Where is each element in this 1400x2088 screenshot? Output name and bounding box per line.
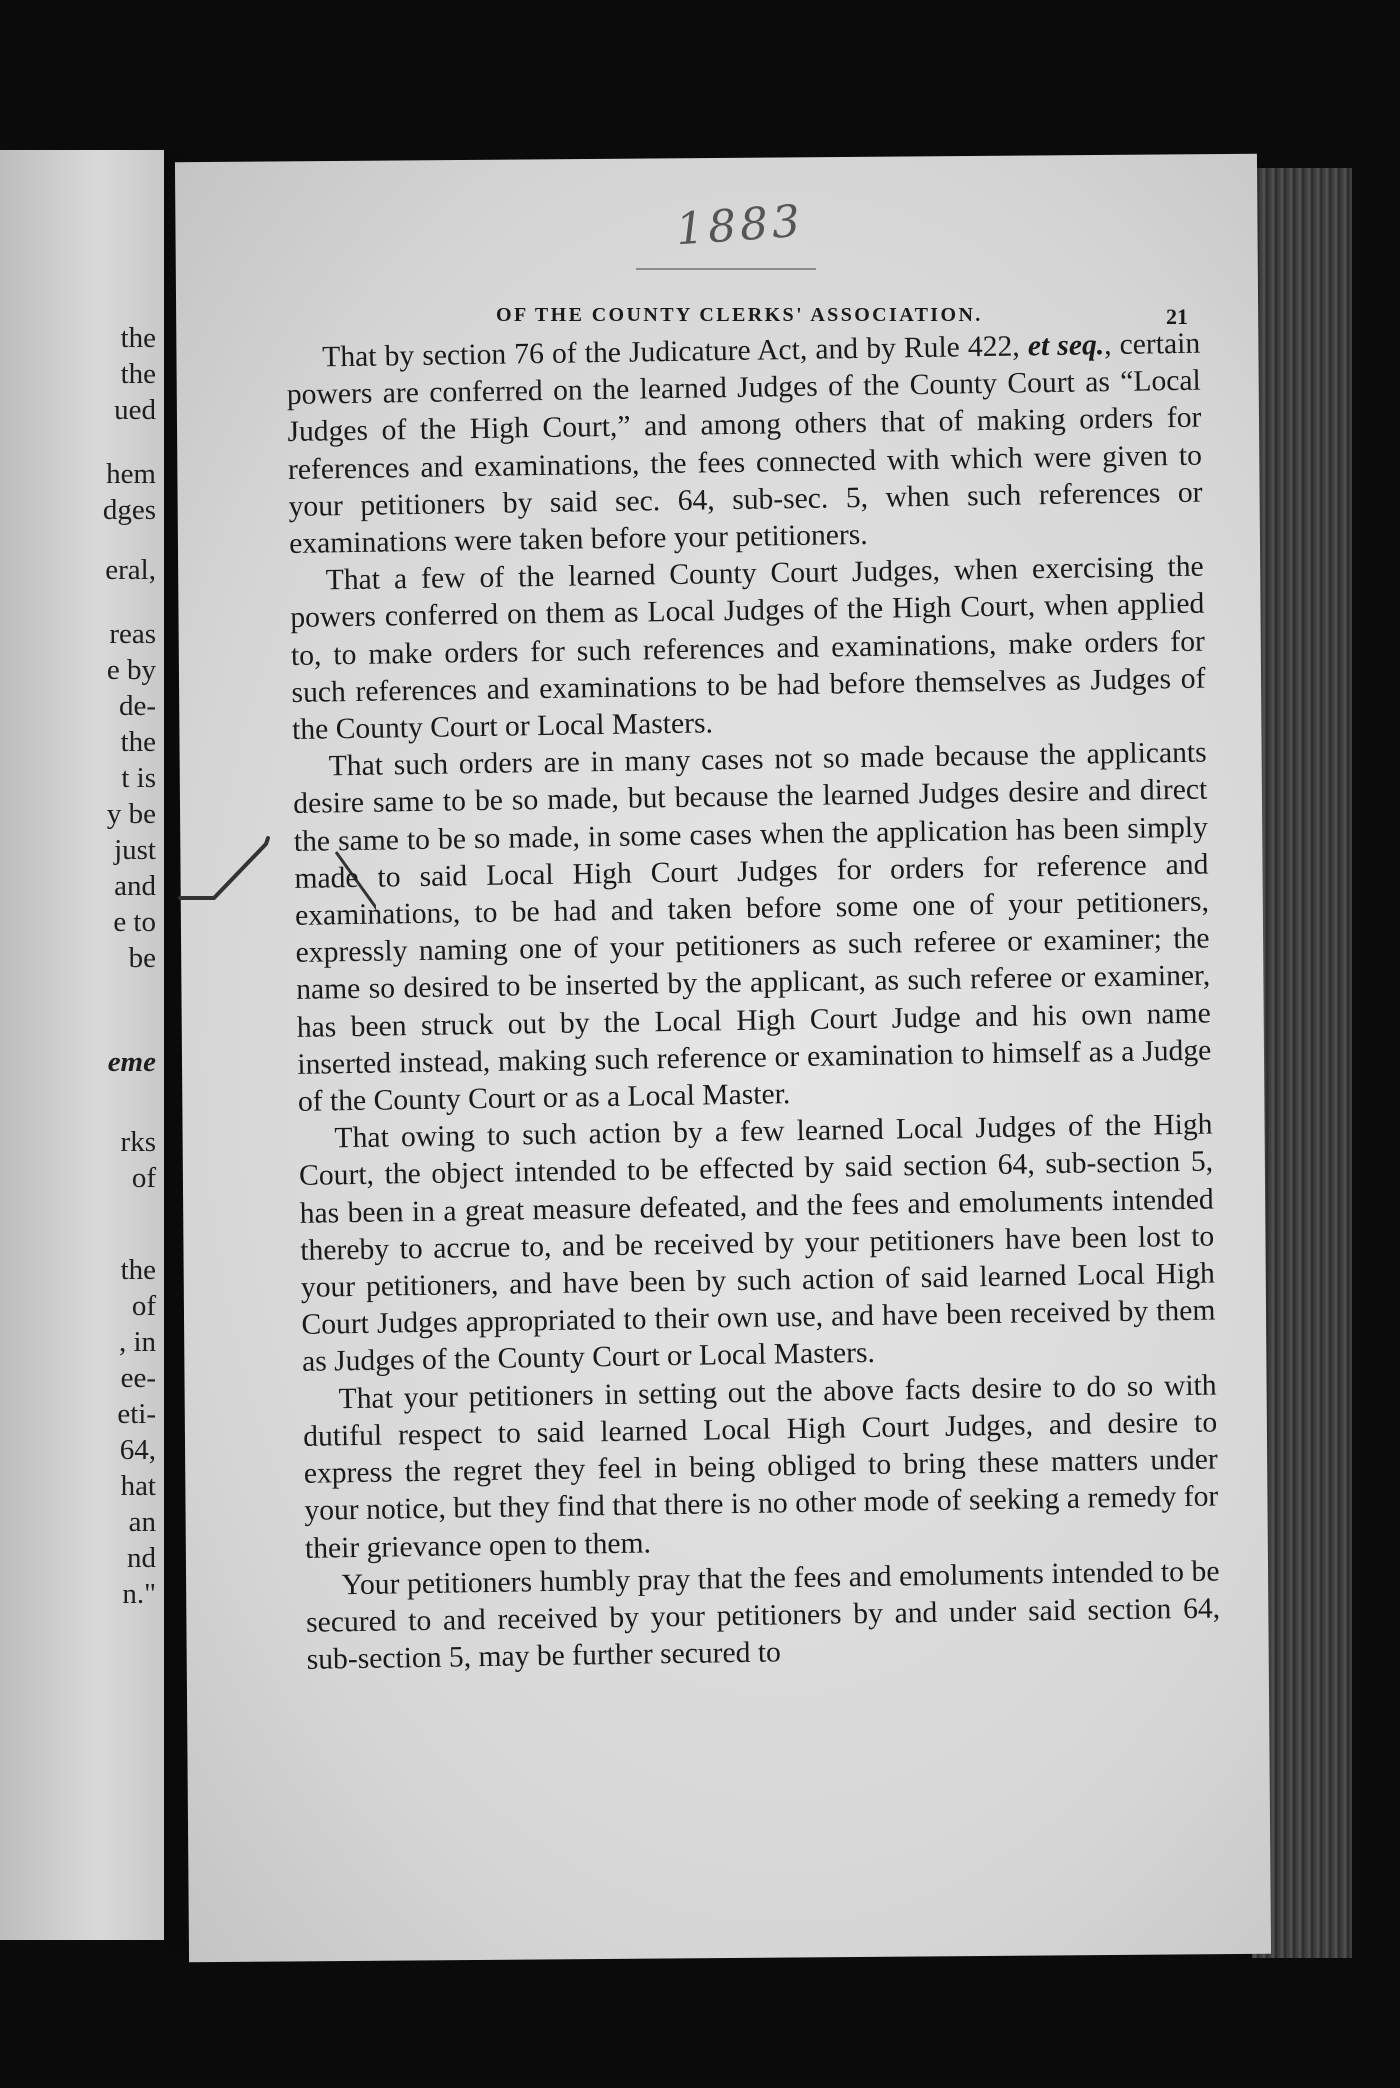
body-text <box>286 326 1221 1680</box>
facing-page-left <box>0 150 164 1940</box>
paragraph-text: That by section 76 of the Judicature Act, and by Rule 422, <box>322 330 1029 374</box>
body-paragraph <box>305 1553 1221 1679</box>
facing-page-fragment: , in <box>118 1326 156 1358</box>
paragraph-text-continued: , certain powers are conferred on the learned Judges of the County Court as “Local Judges of the High Court,” and among others that of making orders for references and examinations, the fees connected with which were given to your petitioners by said sec. 64, sub-sec. 5, when such references or examinations were taken before your petitioners. <box>286 327 1203 560</box>
facing-page-fragment: rks <box>120 1126 156 1158</box>
body-paragraph <box>286 326 1203 564</box>
facing-page-fragment: nd <box>127 1542 156 1574</box>
facing-page-fragment: just <box>114 834 156 866</box>
running-head: OF THE COUNTY CLERKS' ASSOCIATION. <box>496 304 983 326</box>
paragraph-text: That your petitioners in setting out the above facts desire to do so with dutiful respect to said learned Local High Court Judges, and desire to express the regret they feel in being obliged to bring these matters under your notice, but they find that there is no other mode of seeking a remedy for their grievance open to them. <box>302 1369 1219 1565</box>
facing-page-fragment: reas <box>109 618 156 650</box>
facing-page-fragment: the <box>120 1254 156 1286</box>
facing-page-fragment: an <box>128 1506 156 1538</box>
facing-page-fragment: y be <box>106 798 156 830</box>
facing-page-fragment: be <box>128 942 156 974</box>
facing-page-fragment: 64, <box>119 1434 156 1466</box>
facing-page-fragment: n." <box>122 1578 156 1610</box>
facing-page-fragment: eme <box>107 1046 156 1078</box>
page-number: 21 <box>1166 304 1188 329</box>
facing-page-fragment: and <box>114 870 156 902</box>
body-paragraph <box>290 549 1207 749</box>
body-paragraph <box>292 735 1212 1121</box>
facing-page-fragment: of <box>131 1162 156 1194</box>
facing-page-fragment: hem <box>106 458 156 490</box>
facing-page-fragment: of <box>131 1290 156 1322</box>
facing-page-fragment: the <box>120 358 156 390</box>
body-paragraph <box>302 1367 1219 1567</box>
paragraph-italic-text: et seq. <box>1027 329 1105 363</box>
facing-page-fragment: ued <box>114 394 156 426</box>
paragraph-text: That owing to such action by a few learned Local Judges of the High Court, the object intended to be effected by said section 64, sub-section 5, has been in a great measure defeated, and the fees and emoluments intended thereby to accrue to, and be received by your petitioners have been lost to your petitioners, and have been by such action of said learned Local High Court Judges appropriated to their own use, and have been received by them as Judges of the County Court or Local Masters. <box>298 1108 1216 1379</box>
annotation-underline <box>636 268 816 270</box>
facing-page-fragment: the <box>120 322 156 354</box>
facing-page-fragment: the <box>120 726 156 758</box>
facing-page-fragment: dges <box>102 494 156 526</box>
body-paragraph <box>298 1107 1216 1382</box>
facing-page-fragment: hat <box>120 1470 156 1502</box>
facing-page-fragment: eral, <box>105 554 156 586</box>
facing-page-fragment: eti- <box>117 1398 156 1430</box>
paragraph-text: That a few of the learned County Court Judges, when exercising the powers conferred on them as Local Judges of the High Court, when applied to, to make orders for such references and examinations, make orders for such references and examinations to be had before themselves as Judges of the County Court or Local Masters. <box>290 550 1206 746</box>
facing-page-fragment: e by <box>106 654 156 686</box>
facing-page-fragment: de- <box>118 690 156 722</box>
handwritten-year-annotation: 1883 <box>674 195 806 256</box>
paragraph-text: Your petitioners humbly pray that the fees and emoluments intended to be secured to and received by your petitioners by and under said section 64, sub-section 5, may be further secured to <box>305 1555 1221 1676</box>
facing-page-fragment: ee- <box>120 1362 156 1394</box>
paragraph-text: That such orders are in many cases not so made because the applicants desire same to be so made, but because the learned Judges desire and direct the same to be so made, in some cases when the application has been simply made to said Local High Court Judges for orders for reference and examinations, to be had and taken before some one of your petitioners, expressly naming one of your petitioners as such referee or examiner; the name so desired to be inserted by the applicant, as such referee or examiner, has been struck out by the Local High Court Judge and his own name inserted instead, making such reference or examination to himself as a Judge of the County Court or as a Local Master. <box>293 736 1212 1118</box>
facing-page-fragment: e to <box>113 906 156 938</box>
facing-page-fragment: t is <box>121 762 156 794</box>
